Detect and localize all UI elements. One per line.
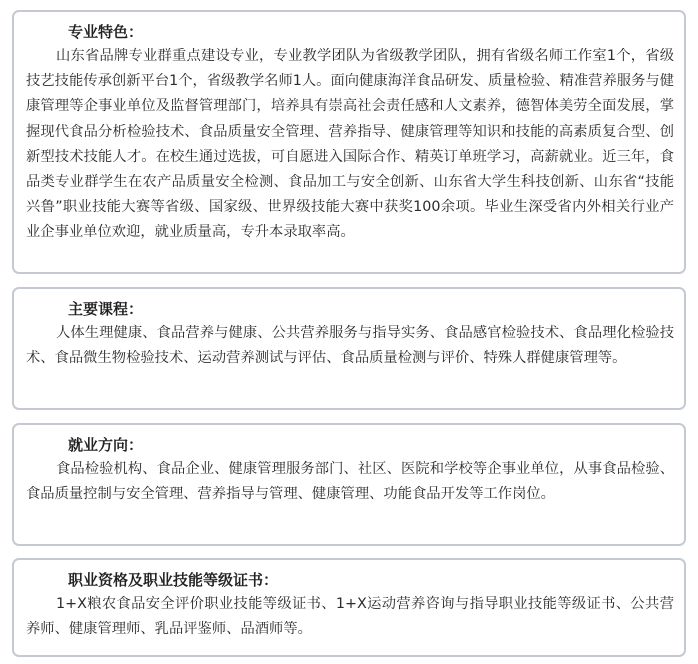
section-body: 人体生理健康、食品营养与健康、公共营养服务与指导实务、食品感官检验技术、食品理化检验技术、食品微生物检验技术、运动营养测试与评估、食品质量检测与评价、特殊人群健康管理等。 — [26, 325, 674, 367]
section-title: 职业资格及职业技能等级证书： — [68, 571, 279, 589]
section-body: 1+X粮农食品安全评价职业技能等级证书、1+X运动营养咨询与指导职业技能等级证书、公共营养师、健康管理师、乳品评鉴师、品酒师等。 — [26, 596, 674, 638]
section-body: 食品检验机构、食品企业、健康管理服务部门、社区、医院和学校等企事业单位，从事食品检验、食品质量控制与安全管理、营养指导与管理、健康管理、功能食品开发等工作岗位。 — [26, 461, 674, 503]
section-title: 主要课程： — [68, 300, 144, 318]
section-title: 专业特色： — [68, 23, 144, 41]
section-card-major-features — [12, 10, 686, 274]
section-card-main-courses — [12, 287, 686, 410]
section-body: 山东省品牌专业群重点建设专业，专业教学团队为省级教学团队，拥有省级名师工作室1个，省级技艺技能传承创新平台1个，省级教学名师1人。面向健康海洋食品研发、质量检验、精准营养服务与健康管理等企事业单位及监督管理部门，培养具有崇高社会责任感和人文素养，德智体美劳全面发展，掌握现代食品分析检验技术、食品质量安全管理、营养指导、健康管理等知识和技能的高素质复合型、创新型技术技能人才。在校生通过选拔，可自愿进入国际合作、精英订单班学习，高薪就业。近三年，食品类专业群学生在农产品质量安全检测、食品加工与安全创新、山东省大学生科技创新、山东省“技能兴鲁”职业技能大赛等省级、国家级、世界级技能大赛中获奖100余项。毕业生深受省内外相关行业产业企事业单位欢迎，就业质量高，专升本录取率高。 — [26, 48, 674, 241]
section-card-certificates — [12, 558, 686, 657]
section-title: 就业方向： — [68, 436, 144, 454]
section-card-employment-direction — [12, 423, 686, 546]
